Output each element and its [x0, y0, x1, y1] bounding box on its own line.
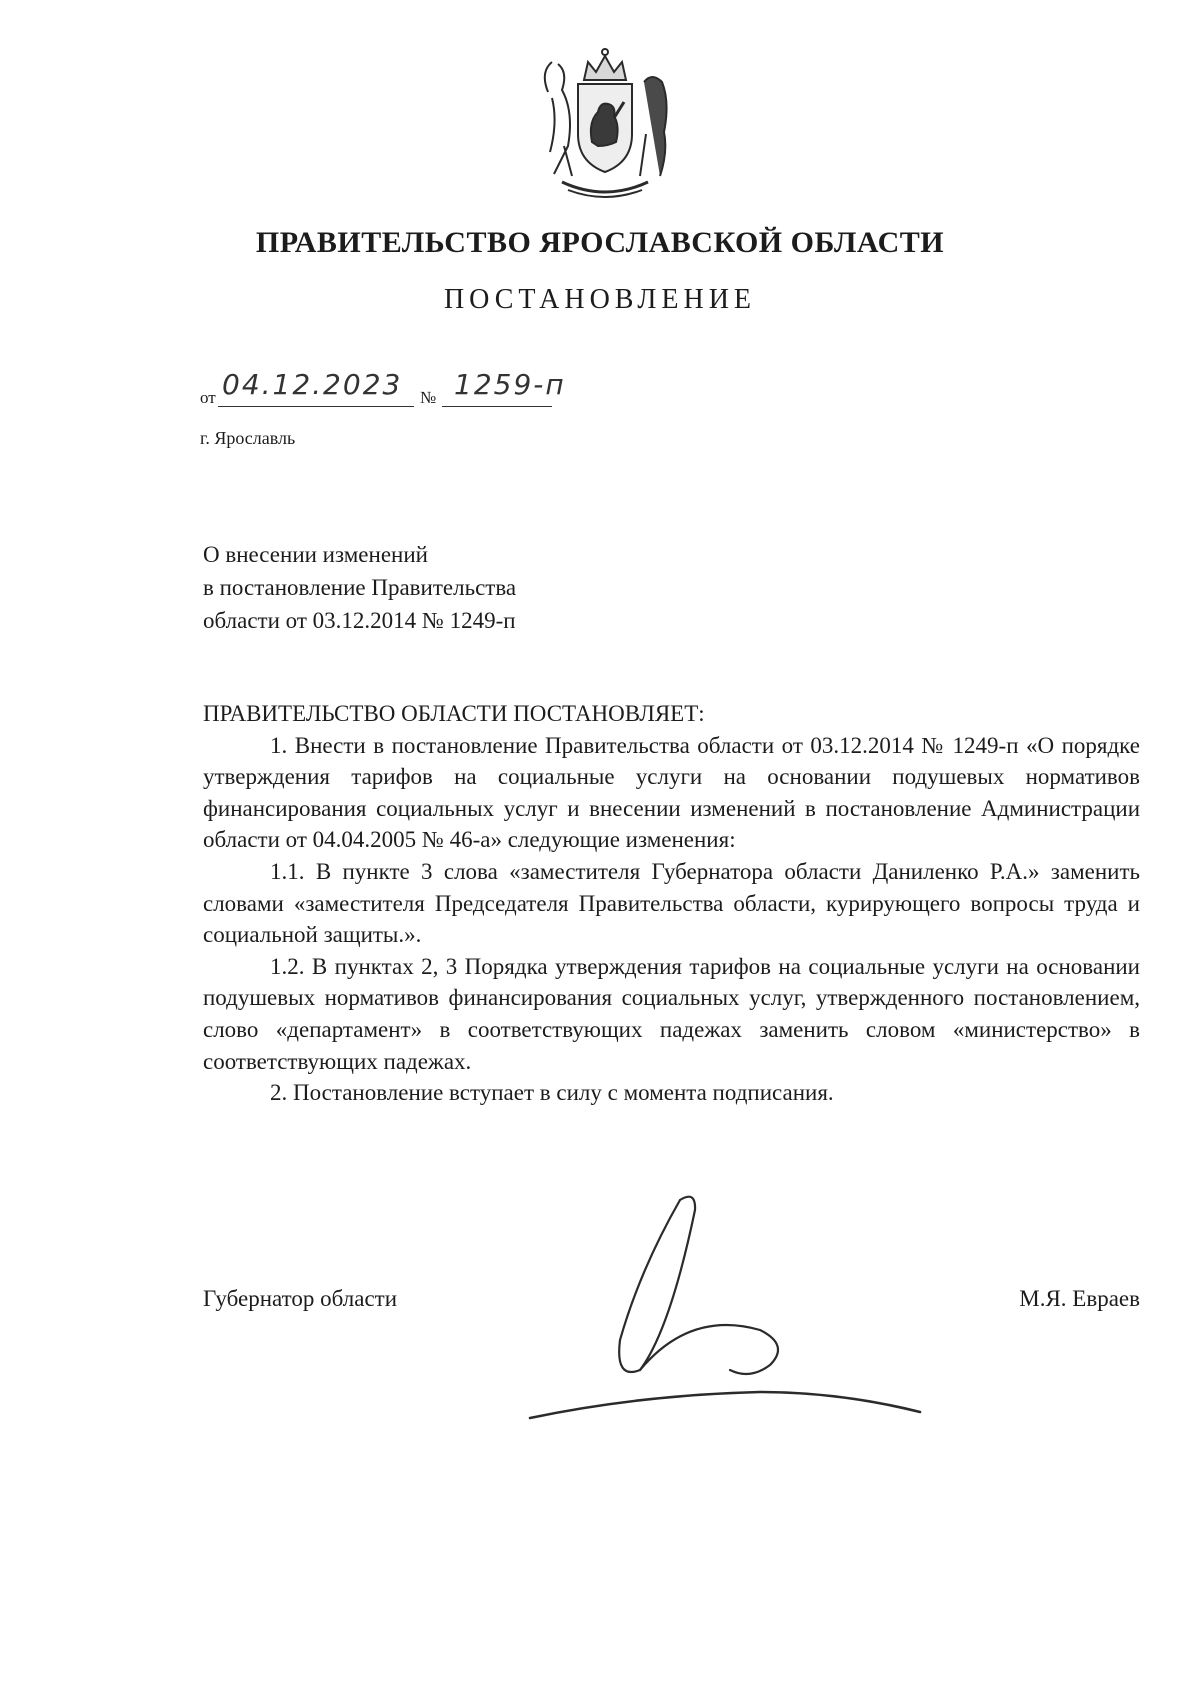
signatory-title: Губернатор области	[203, 1286, 398, 1311]
paragraph-2: 2. Постановление вступает в силу с момента подписания.	[270, 1080, 834, 1106]
subject-line: в постановление Правительства	[203, 575, 517, 600]
handwritten-date: 04.12.2023	[222, 368, 403, 401]
paragraph-1-1: 1.1. В пункте 3 слова «заместителя Губернатора области Даниленко Р.А.» заменить словами «заместителя Председателя Правительства области, курирующего вопросы труда и социальной защиты.».	[203, 858, 1140, 948]
number-underline	[442, 406, 552, 407]
date-underline	[218, 406, 414, 407]
paragraph-1-2: 1.2. В пунктах 2, 3 Порядка утверждения тарифов на социальные услуги на основании подушевых нормативов финансирования социальных услуг, утвержденного постановлением, слово «департамент» в соответствующих падежах заменить словом «министерство» в соответствующих падежах.	[203, 953, 1140, 1074]
coat-of-arms-icon	[528, 42, 682, 202]
number-prefix: №	[420, 388, 437, 407]
handwritten-signature	[520, 1180, 940, 1420]
document-subject	[203, 538, 516, 637]
handwritten-number: 1259-п	[454, 368, 566, 401]
date-prefix: от	[200, 388, 216, 407]
resolution-intro: ПРАВИТЕЛЬСТВО ОБЛАСТИ ПОСТАНОВЛЯЕТ:	[203, 701, 705, 726]
document-type: ПОСТАНОВЛЕНИЕ	[443, 284, 757, 315]
city: г. Ярославль	[200, 428, 296, 448]
subject-line: области от 03.12.2014 № 1249-п	[203, 608, 516, 633]
government-title: ПРАВИТЕЛЬСТВО ЯРОСЛАВСКОЙ ОБЛАСТИ	[255, 226, 945, 259]
document-body	[203, 698, 1140, 1109]
signatory-name: М.Я. Евраев	[1019, 1286, 1140, 1311]
subject-line: О внесении изменений	[203, 542, 428, 567]
paragraph-1: 1. Внести в постановление Правительства области от 03.12.2014 № 1249-п «О порядке утверждения тарифов на социальные услуги на основании подушевых нормативов финансирования социальных услуг и внесении изменений в постановление Администрации области от 04.04.2005 № 46-а» следующие изменения:	[203, 732, 1140, 853]
